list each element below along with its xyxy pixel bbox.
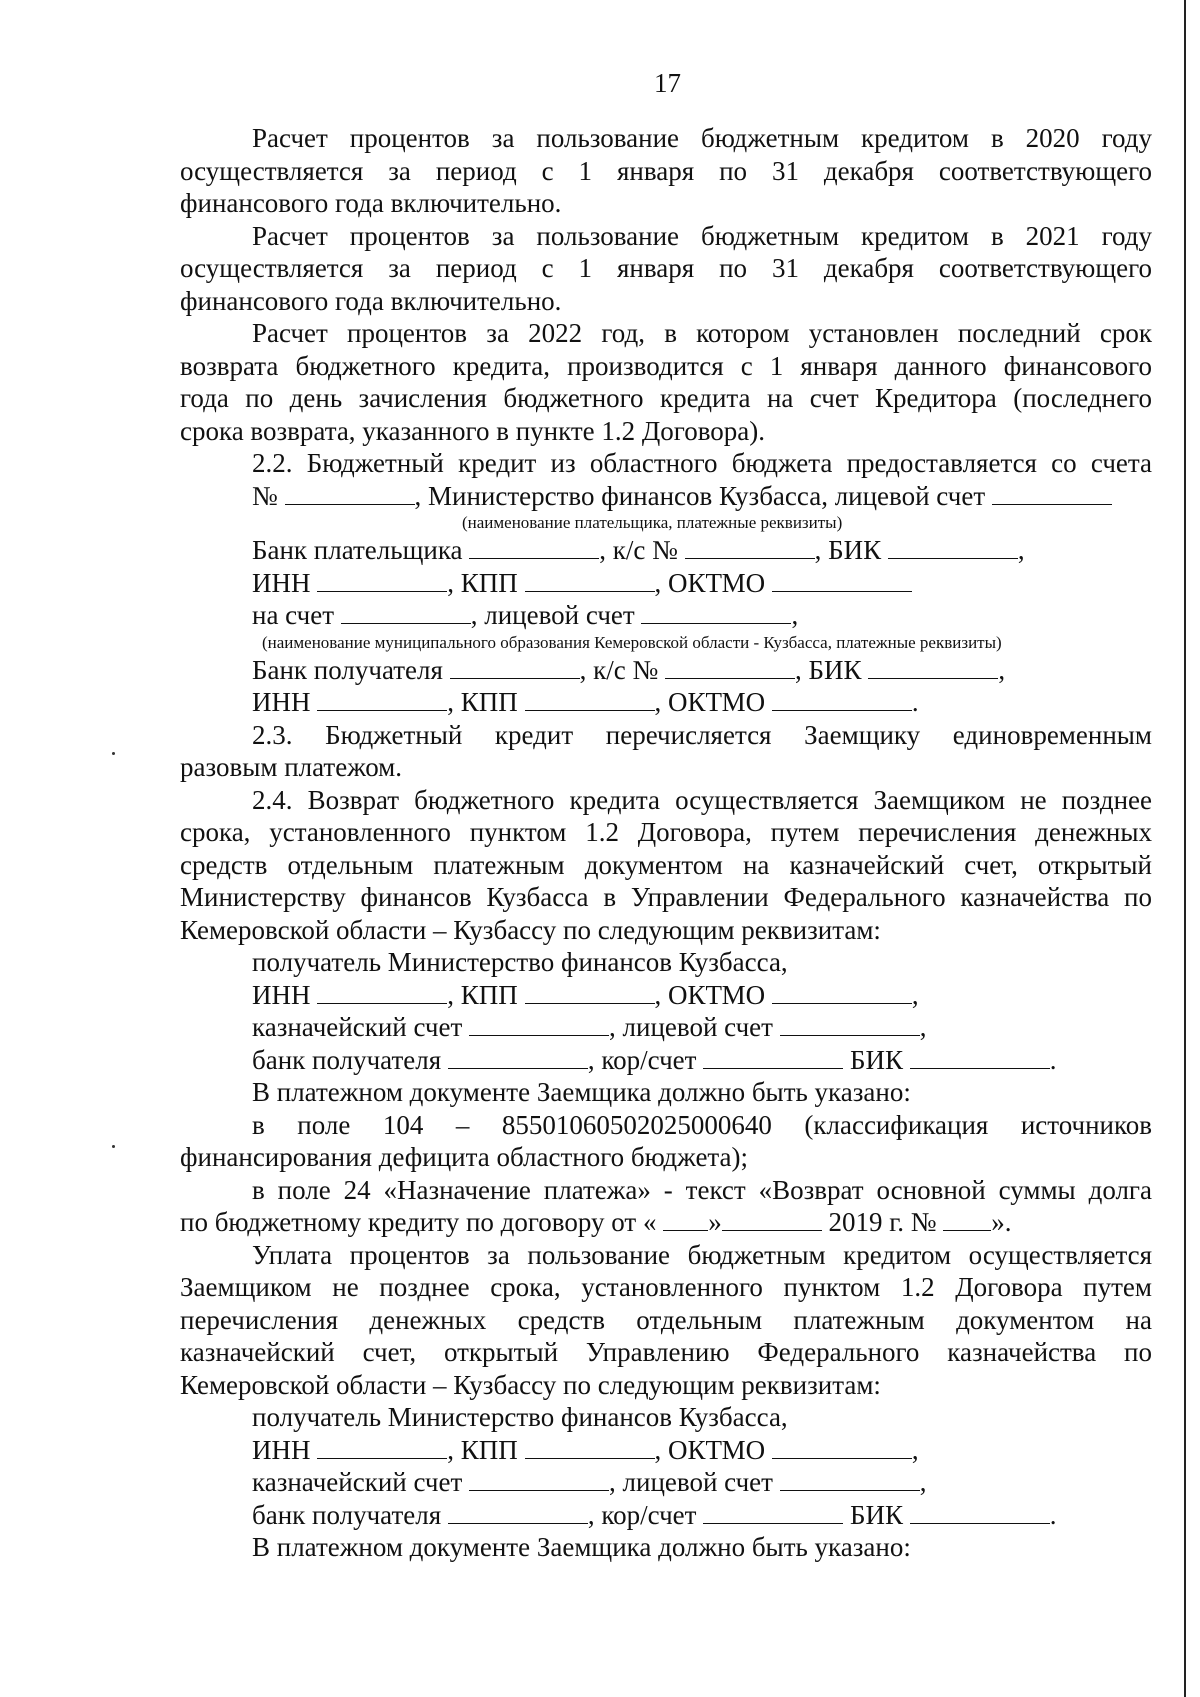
oktmo-label: , ОКТМО xyxy=(654,979,766,1010)
recipient-bank-label: Банк получателя xyxy=(252,654,443,685)
personal-account-label: , лицевой счет xyxy=(470,600,635,630)
paragraph-line: осуществляется за период с 1 января по 31 декабря соответствующего xyxy=(180,253,1152,283)
kpp-label: , КПП xyxy=(447,687,518,717)
inn-label: ИНН xyxy=(252,687,311,717)
recipient-ks-blank xyxy=(665,656,795,679)
treasury-label: казначейский счет xyxy=(252,1467,463,1497)
interest-treasury-blank xyxy=(469,1468,609,1491)
return-inn-line xyxy=(180,979,1152,1012)
recipient-bank-line xyxy=(180,654,1152,687)
section-2-4-line: 2.4. Возврат бюджетного кредита осуществляется Заемщиком не позднее xyxy=(252,784,1152,815)
to-account-label: на счет xyxy=(252,600,334,630)
page-edge xyxy=(1184,0,1200,1697)
kpp-label: , КПП xyxy=(447,1434,518,1465)
interest-bank-blank xyxy=(448,1501,588,1524)
return-corr-blank xyxy=(703,1046,843,1069)
document-body xyxy=(180,122,1152,1564)
recipient-bank-blank xyxy=(450,656,580,679)
paragraph-line: Расчет процентов за 2022 год, в котором установлен последний срок xyxy=(252,318,1152,348)
return-oktmo-blank xyxy=(772,981,912,1004)
comma: , xyxy=(791,600,799,630)
date-month-blank xyxy=(722,1208,822,1231)
caption-payer: (наименование плательщика, платежные реквизиты) xyxy=(462,513,843,532)
ministry-label: , Министерство финансов Кузбасса, лицевой счет xyxy=(414,480,986,511)
payer-account-blank xyxy=(285,482,415,505)
comma: , xyxy=(919,1012,927,1042)
interest-line: Кемеровской области – Кузбассу по следующим реквизитам: xyxy=(180,1369,881,1400)
oktmo-label: , ОКТМО xyxy=(654,1434,766,1465)
scan-speck xyxy=(112,752,115,755)
payer-account-line xyxy=(180,480,1152,513)
payer-bik-blank xyxy=(888,536,1018,559)
interest-inn-line xyxy=(180,1434,1152,1467)
recipient-inn-line xyxy=(180,686,1152,719)
field-24-text: по бюджетному кредиту по договору от « xyxy=(180,1207,657,1237)
paragraph-line: года по день зачисления бюджетного кредита на счет Кредитора (последнего xyxy=(180,383,1152,413)
interest-kpp-blank xyxy=(525,1436,655,1459)
interest-line: Уплата процентов за пользование бюджетным кредитом осуществляется xyxy=(252,1239,1152,1270)
period: . xyxy=(1049,1499,1057,1530)
section-2-4-line: Кемеровской области – Кузбассу по следующим реквизитам: xyxy=(180,914,881,945)
return-treasury-line xyxy=(180,1011,1152,1044)
contract-number-blank xyxy=(943,1208,991,1231)
bik-label: БИК xyxy=(849,1044,903,1075)
recipient-line: получатель Министерство финансов Кузбасса, xyxy=(252,947,788,977)
interest-line: казначейский счет, открытый Управлению Федерального казначейства по xyxy=(180,1337,1152,1367)
kpp-label: , КПП xyxy=(447,979,518,1010)
return-bik-blank xyxy=(910,1046,1050,1069)
scan-speck xyxy=(112,1145,115,1148)
period: . xyxy=(1049,1044,1057,1075)
field-24-line: в поле 24 «Назначение платежа» - текст «Возврат основной суммы долга xyxy=(252,1174,1152,1205)
payer-inn-line xyxy=(180,567,1152,600)
section-2-3-line: 2.3. Бюджетный кредит перечисляется Заемщику единовременным xyxy=(252,719,1152,750)
ks-label: , к/с № xyxy=(579,654,659,685)
interest-line: перечисления денежных средств отдельным платежным документом на xyxy=(180,1304,1152,1335)
section-2-3-line: разовым платежом. xyxy=(180,752,403,782)
payer-bank-blank xyxy=(469,536,599,559)
return-kpp-blank xyxy=(525,981,655,1004)
payer-bank-label: Банк плательщика xyxy=(252,535,463,565)
paragraph-line: финансового года включительно. xyxy=(180,188,562,218)
comma: , xyxy=(1017,535,1025,565)
oktmo-label: , ОКТМО xyxy=(654,687,766,717)
personal-label: , лицевой счет xyxy=(609,1467,773,1497)
date-day-blank xyxy=(663,1208,708,1231)
bik-label: , БИК xyxy=(814,535,882,565)
paragraph-line: финансового года включительно. xyxy=(180,285,562,316)
must-indicate-line: В платежном документе Заемщика должно быть указано: xyxy=(252,1077,911,1107)
section-2-4-line: срока, установленного пунктом 1.2 Договора, путем перечисления денежных xyxy=(180,817,1152,847)
bik-label: БИК xyxy=(849,1499,903,1530)
return-bank-line xyxy=(180,1044,1152,1077)
recipient-inn-blank xyxy=(317,688,447,711)
recipient-kpp-blank xyxy=(525,688,655,711)
return-personal-blank xyxy=(780,1013,920,1036)
kpp-label: , КПП xyxy=(447,567,518,598)
return-treasury-blank xyxy=(469,1013,609,1036)
inn-label: ИНН xyxy=(252,567,311,598)
field-24-line xyxy=(180,1206,1152,1239)
paragraph-line: Расчет процентов за пользование бюджетным кредитом в 2020 году xyxy=(252,123,1152,153)
treasury-label: казначейский счет xyxy=(252,1012,463,1042)
bank-recipient-label: банк получателя xyxy=(252,1499,442,1530)
payer-personal-account-blank xyxy=(992,482,1112,505)
oktmo-label: , ОКТМО xyxy=(654,567,766,598)
interest-corr-blank xyxy=(703,1501,843,1524)
comma: , xyxy=(919,1467,927,1497)
quote-close-period: ». xyxy=(991,1207,1012,1237)
paragraph-line: осуществляется за период с 1 января по 31 декабря соответствующего xyxy=(180,155,1152,186)
section-2-2-line: 2.2. Бюджетный кредит из областного бюджета предоставляется со счета xyxy=(252,448,1152,478)
interest-personal-blank xyxy=(780,1468,920,1491)
personal-label: , лицевой счет xyxy=(609,1012,773,1042)
page-number: 17 xyxy=(654,68,681,98)
corr-label: , кор/счет xyxy=(587,1044,697,1075)
paragraph-line: Расчет процентов за пользование бюджетным кредитом в 2021 году xyxy=(252,220,1152,251)
number-sign: № xyxy=(252,480,278,511)
interest-treasury-line xyxy=(180,1466,1152,1499)
inn-label: ИНН xyxy=(252,979,311,1010)
quote-close: » xyxy=(708,1207,722,1237)
payer-ks-blank xyxy=(685,536,815,559)
recipient-account-blank xyxy=(341,601,471,624)
interest-bik-blank xyxy=(910,1501,1050,1524)
payer-oktmo-blank xyxy=(772,569,912,592)
payer-kpp-blank xyxy=(525,569,655,592)
year-number-label: 2019 г. № xyxy=(821,1207,937,1237)
interest-bank-line xyxy=(180,1499,1152,1532)
recipient-bik-blank xyxy=(868,656,998,679)
payer-bank-line xyxy=(180,534,1152,567)
section-2-4-line: средств отдельным платежным документом на казначейский счет, открытый xyxy=(180,849,1152,880)
interest-inn-blank xyxy=(317,1436,447,1459)
interest-oktmo-blank xyxy=(772,1436,912,1459)
ks-label: , к/с № xyxy=(599,535,678,565)
paragraph-line: возврата бюджетного кредита, производится с 1 января данного финансового xyxy=(180,350,1152,381)
bank-recipient-label: банк получателя xyxy=(252,1044,442,1075)
interest-line: Заемщиком не позднее срока, установленного пунктом 1.2 Договора путем xyxy=(180,1272,1152,1302)
recipient-personal-account-blank xyxy=(641,601,791,624)
section-2-4-line: Министерству финансов Кузбасса в Управлении Федерального казначейства по xyxy=(180,882,1152,912)
comma: , xyxy=(911,979,919,1010)
interest-must-indicate-line: В платежном документе Заемщика должно быть указано: xyxy=(252,1532,911,1562)
comma: , xyxy=(998,654,1006,685)
comma: , xyxy=(911,1434,919,1465)
recipient-oktmo-blank xyxy=(772,688,912,711)
interest-recipient-line: получатель Министерство финансов Кузбасса, xyxy=(252,1402,788,1432)
return-bank-blank xyxy=(448,1046,588,1069)
paragraph-line: срока возврата, указанного в пункте 1.2 Договора). xyxy=(180,415,765,446)
field-104-line: в поле 104 – 85501060502025000640 (классификация источников xyxy=(252,1109,1152,1140)
inn-label: ИНН xyxy=(252,1434,311,1465)
period: . xyxy=(911,687,919,717)
corr-label: , кор/счет xyxy=(587,1499,697,1530)
return-inn-blank xyxy=(317,981,447,1004)
caption-recipient: (наименование муниципального образования Кемеровской области - Кузбасса, платежные реквизиты) xyxy=(262,632,1002,652)
recipient-account-line xyxy=(180,599,1152,632)
payer-inn-blank xyxy=(317,569,447,592)
field-104-line: финансирования дефицита областного бюджета); xyxy=(180,1142,749,1172)
bik-label: , БИК xyxy=(795,654,862,685)
